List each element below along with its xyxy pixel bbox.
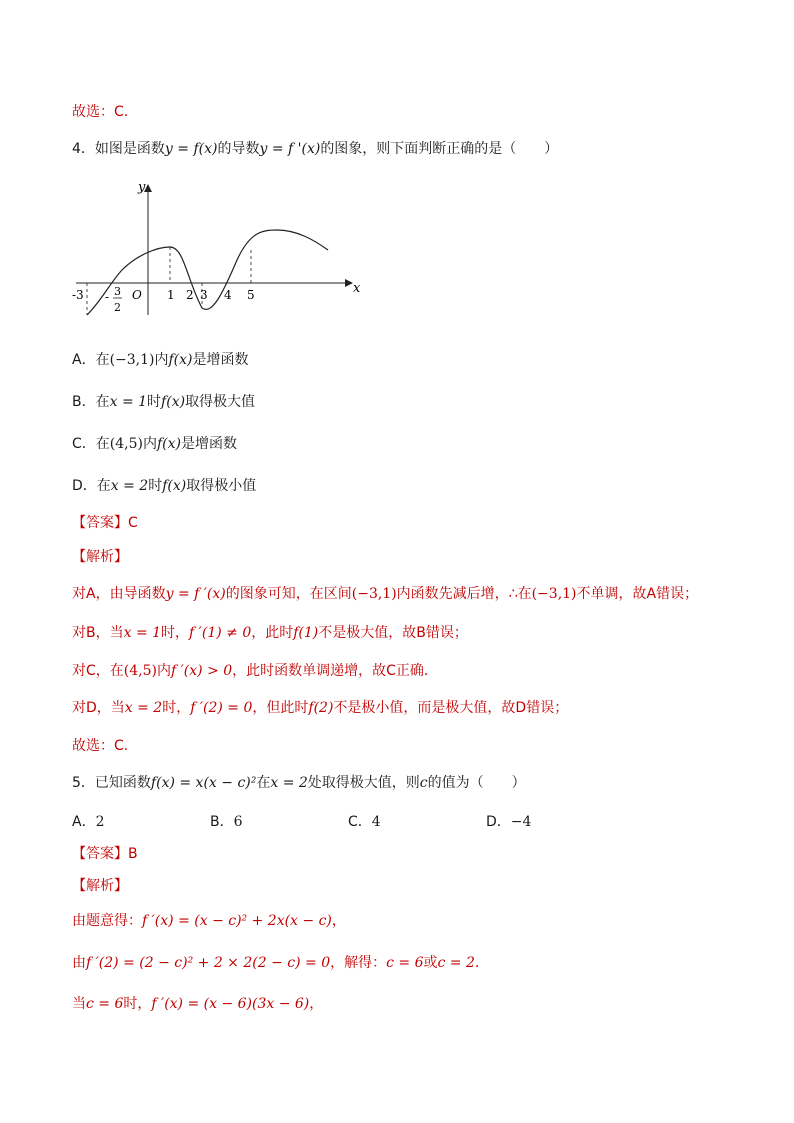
q5-number: 5． xyxy=(72,775,95,791)
q5-analysis-step3: 当c = 6时，f ′(x) = (x − 6)(3x − 6)， xyxy=(72,996,324,1012)
q4-analysis-line: 对B，当x = 1时，f ′(1) ≠ 0，此时f(1)不是极大值，故B错误； xyxy=(72,625,468,641)
tick-neg3: -3 xyxy=(72,288,84,302)
answer-tag: 【答案】 xyxy=(72,515,128,531)
q4-option-b: B．在x = 1时f(x)取得极大值 xyxy=(72,394,256,410)
tick-frac-num: 3 xyxy=(114,285,121,298)
q4-analysis-tag: 【解析】 xyxy=(72,549,128,565)
q5-analysis-step1: 由题意得：f ′(x) = (x − c)² + 2x(x − c)， xyxy=(72,913,346,929)
q5-option-d: D．−4 xyxy=(486,814,532,830)
q5-option-a: A．2 xyxy=(72,814,105,830)
derivative-graph xyxy=(62,175,372,325)
q5-analysis-tag: 【解析】 xyxy=(72,878,128,894)
derivative-curve xyxy=(87,230,328,315)
y-axis-label: y xyxy=(138,180,146,195)
q5-answer: 【答案】B xyxy=(72,846,138,862)
origin-label: O xyxy=(132,288,142,302)
x-axis-label: x xyxy=(353,281,361,296)
q4-conclusion: 故选：C. xyxy=(72,738,129,754)
tick-4: 4 xyxy=(224,288,232,302)
q5-option-b: B．6 xyxy=(210,814,243,830)
q4-analysis-line: 对C，在(4,5)内f ′(x) > 0，此时函数单调递增，故C正确． xyxy=(72,663,438,679)
answer-tag: 【答案】 xyxy=(72,846,128,862)
tick-3: 3 xyxy=(200,288,208,302)
q4-analysis-line: 对D，当x = 2时，f ′(2) = 0，但此时f(2)不是极小值，而是极大值，故D错误； xyxy=(72,700,569,716)
q4-option-a: A．在(−3,1)内f(x)是增函数 xyxy=(72,352,249,368)
q4-stem: 4．如图是函数y = f(x)的导数y = f '(x)的图象，则下面判断正确的是（ ） xyxy=(72,141,559,157)
q4-answer: 【答案】C xyxy=(72,515,138,531)
tick-neg-frac-sign: - xyxy=(105,290,110,304)
q5-analysis-step2: 由f ′(2) = (2 − c)² + 2 × 2(2 − c) = 0，解得：c = 6或c = 2． xyxy=(72,955,489,971)
q5-option-c: C．4 xyxy=(348,814,381,830)
q4-number: 4． xyxy=(72,141,95,157)
tick-5: 5 xyxy=(247,288,255,302)
q5-stem: 5．已知函数f(x) = x(x − c)²在x = 2处取得极大值，则c的值为（ ） xyxy=(72,775,526,791)
q4-option-c: C．在(4,5)内f(x)是增函数 xyxy=(72,436,237,452)
tick-frac-den: 2 xyxy=(114,301,121,314)
q4-analysis-line: 对A，由导函数y = f ′(x)的图象可知，在区间(−3,1)内函数先减后增，∴在(−3,1)不单调，故A错误； xyxy=(72,586,699,602)
q3-conclusion: 故选：C. xyxy=(72,104,129,120)
q4-option-d: D．在x = 2时f(x)取得极小值 xyxy=(72,478,257,494)
tick-2: 2 xyxy=(186,288,194,302)
tick-1: 1 xyxy=(167,288,175,302)
